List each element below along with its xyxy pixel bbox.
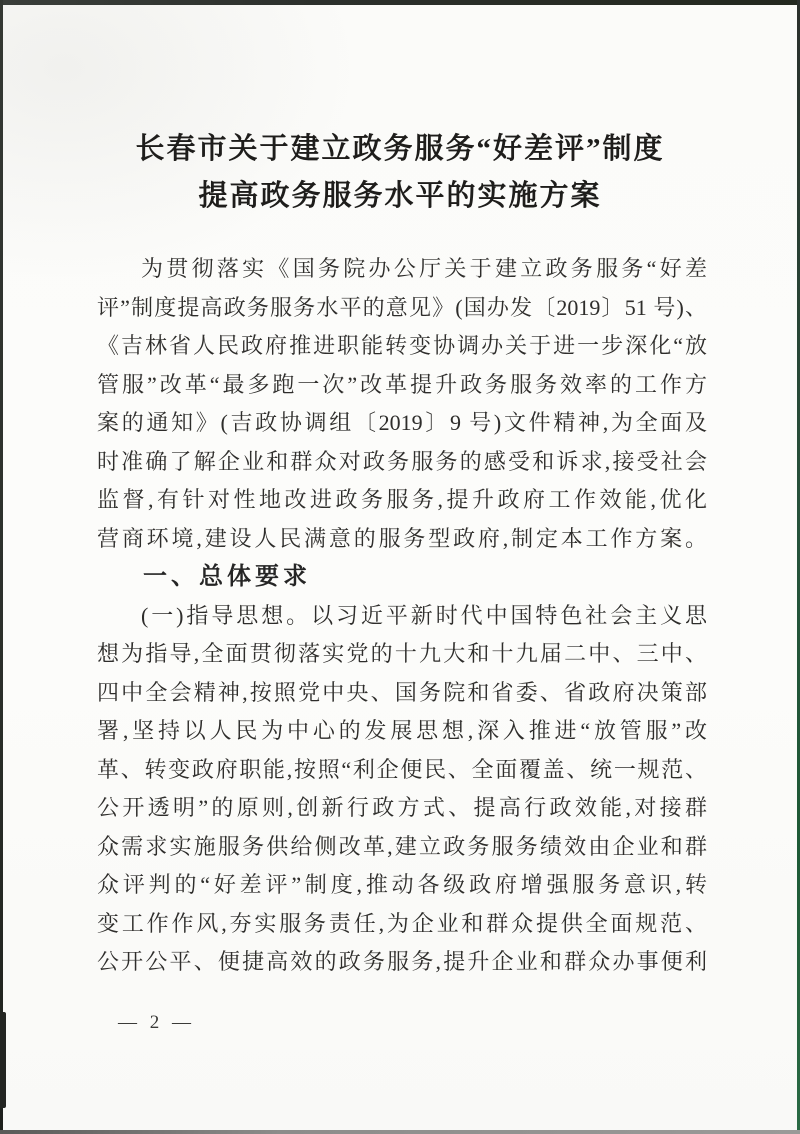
paragraph2-line: 四中全会精神,按照党中央、国务院和省委、省政府决策部 — [97, 679, 707, 705]
paragraph2-line: 公开公平、便捷高效的政务服务,提升企业和群众办事便利 — [97, 949, 707, 974]
paragraph2-line: 革、转变政府职能,按照“利企便民、全面覆盖、统一规范、 — [97, 756, 707, 782]
paragraph2-line: 公开透明”的原则,创新行政方式、提高行政效能,对接群 — [97, 795, 707, 820]
paragraph1-line: 为贯彻落实《国务院办公厅关于建立政务服务“好差 — [141, 256, 707, 281]
section-heading-overall-requirements: 一、总体要求 — [143, 563, 311, 590]
scan-edge-top — [0, 0, 800, 5]
paragraph1-line: 营商环境,建设人民满意的服务型政府,制定本工作方案。 — [97, 525, 707, 551]
paragraph1-line: 时准确了解企业和群众对政务服务的感受和诉求,接受社会 — [97, 448, 707, 474]
document-title-line-2: 提高政务服务水平的实施方案 — [198, 180, 602, 212]
paragraph1-line: 评”制度提高政务服务水平的意见》(国办发〔2019〕51 号)、 — [97, 294, 707, 320]
paragraph2-line: 变工作作风,夯实服务责任,为企业和群众提供全面规范、 — [97, 910, 707, 936]
paragraph2-line: 众需求实施服务供给侧改革,建立政务服务绩效由企业和群 — [97, 833, 707, 859]
document-body — [97, 250, 707, 982]
document-title-line-1: 长春市关于建立政务服务“好差评”制度 — [135, 133, 665, 165]
document-title — [60, 126, 740, 220]
paragraph1-line: 管服”改革“最多跑一次”改革提升政务服务效率的工作方 — [97, 371, 707, 397]
page-number: — 2 — — [118, 1012, 195, 1033]
paragraph2-line: 想为指导,全面贯彻落实党的十九大和十九届二中、三中、 — [97, 641, 707, 666]
paragraph1-line: 案的通知》(吉政协调组〔2019〕9 号)文件精神,为全面及 — [97, 410, 707, 435]
paragraph2-line: (一)指导思想。以习近平新时代中国特色社会主义思 — [141, 602, 707, 628]
paragraph2-line: 众评判的“好差评”制度,推动各级政府增强服务意识,转 — [97, 872, 707, 897]
scan-edge-bottom — [0, 1130, 800, 1134]
scan-edge-left — [0, 0, 3, 1134]
paragraph1-line: 监督,有针对性地改进政务服务,提升政府工作效能,优化 — [97, 487, 707, 512]
paragraph2-line: 署,坚持以人民为中心的发展思想,深入推进“放管服”改 — [97, 718, 707, 743]
scan-mark-bottom-left — [0, 1012, 6, 1108]
paragraph1-line: 《吉林省人民政府推进职能转变协调办关于进一步深化“放 — [97, 333, 707, 358]
